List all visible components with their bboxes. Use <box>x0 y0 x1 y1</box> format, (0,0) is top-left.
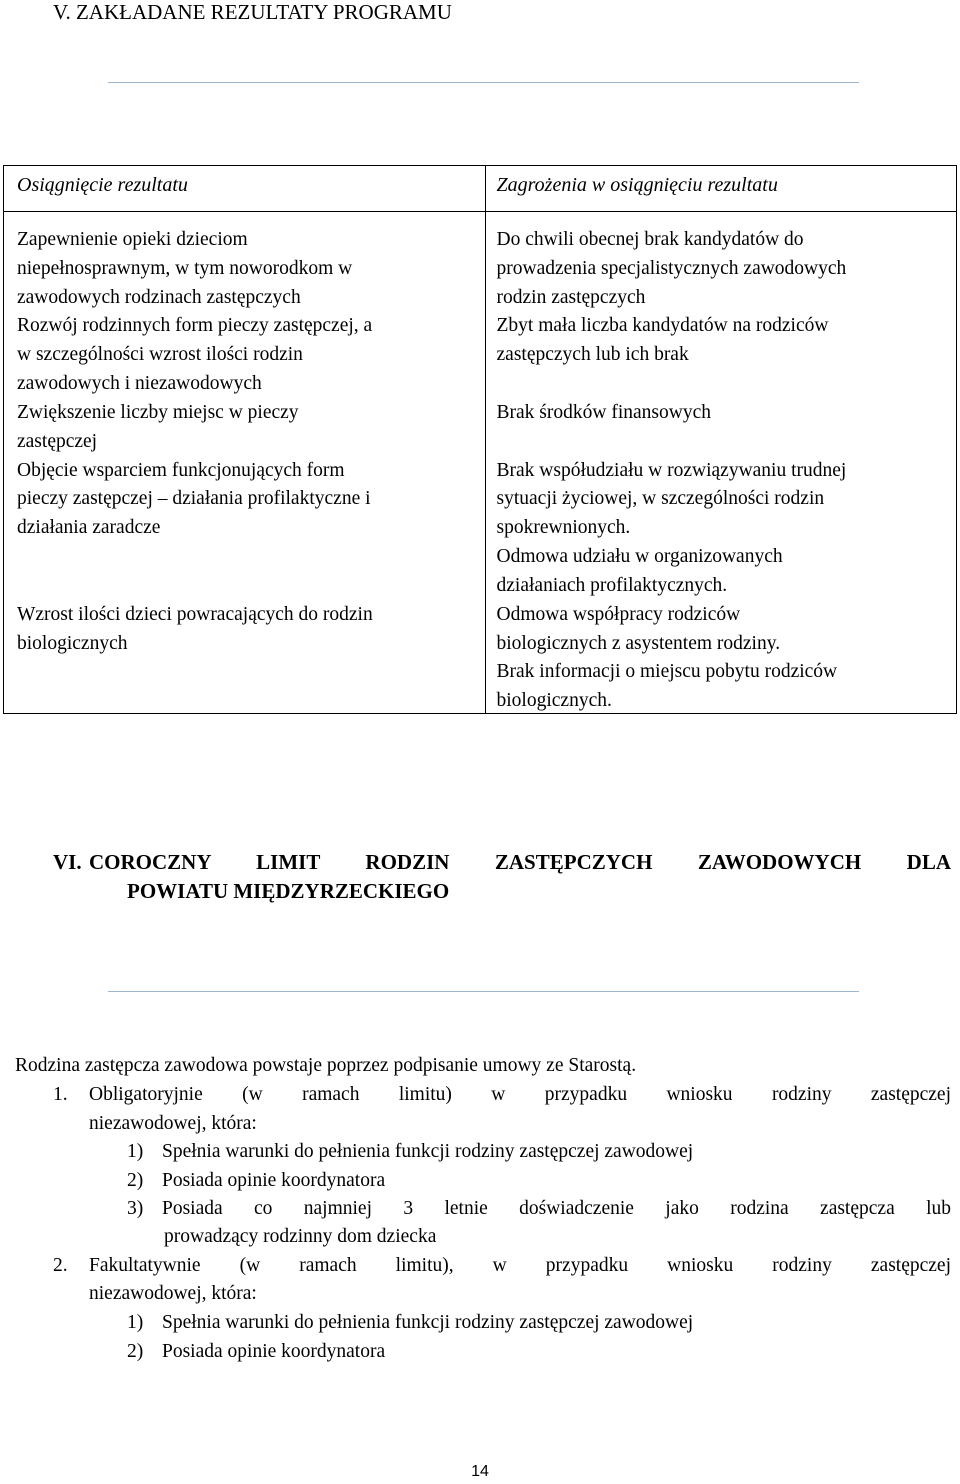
left-line: Rozwój rodzinnych form pieczy zastępczej, a <box>17 315 373 336</box>
right-line: rodzin zastępczych <box>496 287 646 308</box>
header-achievement: Osiągnięcie rezultatu <box>17 174 188 196</box>
sublist-number: 3) <box>127 1198 144 1219</box>
right-line: biologicznych z asystentem rodziny. <box>496 633 781 654</box>
left-line: zawodowych i niezawodowych <box>17 373 262 394</box>
right-line: Odmowa współpracy rodziców <box>496 604 741 625</box>
sublist-item-text-cont: prowadzący rodzinny dom dziecka <box>164 1226 437 1247</box>
right-line: sytuacji życiowej, w szczególności rodzin <box>496 488 825 509</box>
list-item-text: Fakultatywnie (w ramach limitu), w przypadku wniosku rodziny zastępczej <box>89 1255 951 1276</box>
table-header-row <box>4 166 957 212</box>
table-cell-right <box>485 212 956 714</box>
left-line: biologicznych <box>17 633 128 654</box>
intro-paragraph: Rodzina zastępcza zawodowa powstaje poprzez podpisanie umowy ze Starostą. <box>15 1055 637 1076</box>
sublist-item-text: Posiada opinie koordynatora <box>162 1341 386 1362</box>
right-line: Odmowa udziału w organizowanych <box>496 546 783 567</box>
sublist-item-text: Spełnia warunki do pełnienia funkcji rodziny zastępczej zawodowej <box>162 1141 694 1162</box>
left-line: zastępczej <box>17 431 98 452</box>
section-vi-title: COROCZNY LIMIT RODZIN ZASTĘPCZYCH ZAWODOWYCH DLA <box>89 850 951 874</box>
left-line: Zwiększenie liczby miejsc w pieczy <box>17 402 299 423</box>
left-line: zawodowych rodzinach zastępczych <box>17 287 301 308</box>
right-line: działaniach profilaktycznych. <box>496 575 728 596</box>
left-line: Zapewnienie opieki dzieciom <box>17 229 248 250</box>
sublist-number: 2) <box>127 1341 144 1362</box>
list-item-text-cont: niezawodowej, która: <box>89 1113 257 1134</box>
right-line: Brak informacji o miejscu pobytu rodziców <box>496 661 838 682</box>
section-v-title: V. ZAKŁADANE REZULTATY PROGRAMU <box>53 0 452 24</box>
right-line: Do chwili obecnej brak kandydatów do <box>496 229 804 250</box>
sublist-item-text: Posiada co najmniej 3 letnie doświadczenie jako rodzina zastępcza lub <box>162 1198 951 1219</box>
page-number: 14 <box>471 1463 489 1480</box>
right-line: prowadzenia specjalistycznych zawodowych <box>496 258 847 279</box>
list-item-text-cont: niezawodowej, która: <box>89 1283 257 1304</box>
left-line: działania zaradcze <box>17 517 161 538</box>
left-line: Wzrost ilości dzieci powracających do rodzin <box>17 604 373 625</box>
section-vi-number: VI. <box>53 850 82 874</box>
sublist-item-text: Posiada opinie koordynatora <box>162 1170 386 1191</box>
right-line: Brak współudziału w rozwiązywaniu trudnej <box>496 460 847 481</box>
table-header-cell <box>485 166 956 212</box>
left-line: pieczy zastępczej – działania profilaktyczne i <box>17 488 371 509</box>
sublist-number: 2) <box>127 1170 144 1191</box>
right-line: Brak środków finansowych <box>496 402 711 423</box>
left-line: Objęcie wsparciem funkcjonujących form <box>17 460 345 481</box>
sublist-item-text: Spełnia warunki do pełnienia funkcji rodziny zastępczej zawodowej <box>162 1312 694 1333</box>
list-number: 2. <box>53 1255 68 1276</box>
left-line: niepełnosprawnym, w tym noworodkom w <box>17 258 353 279</box>
table-header-cell <box>4 166 486 212</box>
horizontal-rule <box>108 82 859 83</box>
list-item-text: Obligatoryjnie (w ramach limitu) w przypadku wniosku rodziny zastępczej <box>89 1084 951 1105</box>
table-body-row <box>4 212 957 714</box>
sublist-number: 1) <box>127 1312 144 1333</box>
section-vi-title-cont: POWIATU MIĘDZYRZECKIEGO <box>127 879 450 903</box>
table-cell-left <box>4 212 486 714</box>
results-table <box>3 165 957 714</box>
list-number: 1. <box>53 1084 68 1105</box>
left-line: w szczególności wzrost ilości rodzin <box>17 344 303 365</box>
header-threats: Zagrożenia w osiągnięciu rezultatu <box>496 174 778 196</box>
sublist-number: 1) <box>127 1141 144 1162</box>
right-line: zastępczych lub ich brak <box>496 344 689 365</box>
right-line: spokrewnionych. <box>496 517 631 538</box>
right-line: biologicznych. <box>496 690 612 711</box>
right-line: Zbyt mała liczba kandydatów na rodziców <box>496 315 829 336</box>
horizontal-rule <box>108 991 859 992</box>
